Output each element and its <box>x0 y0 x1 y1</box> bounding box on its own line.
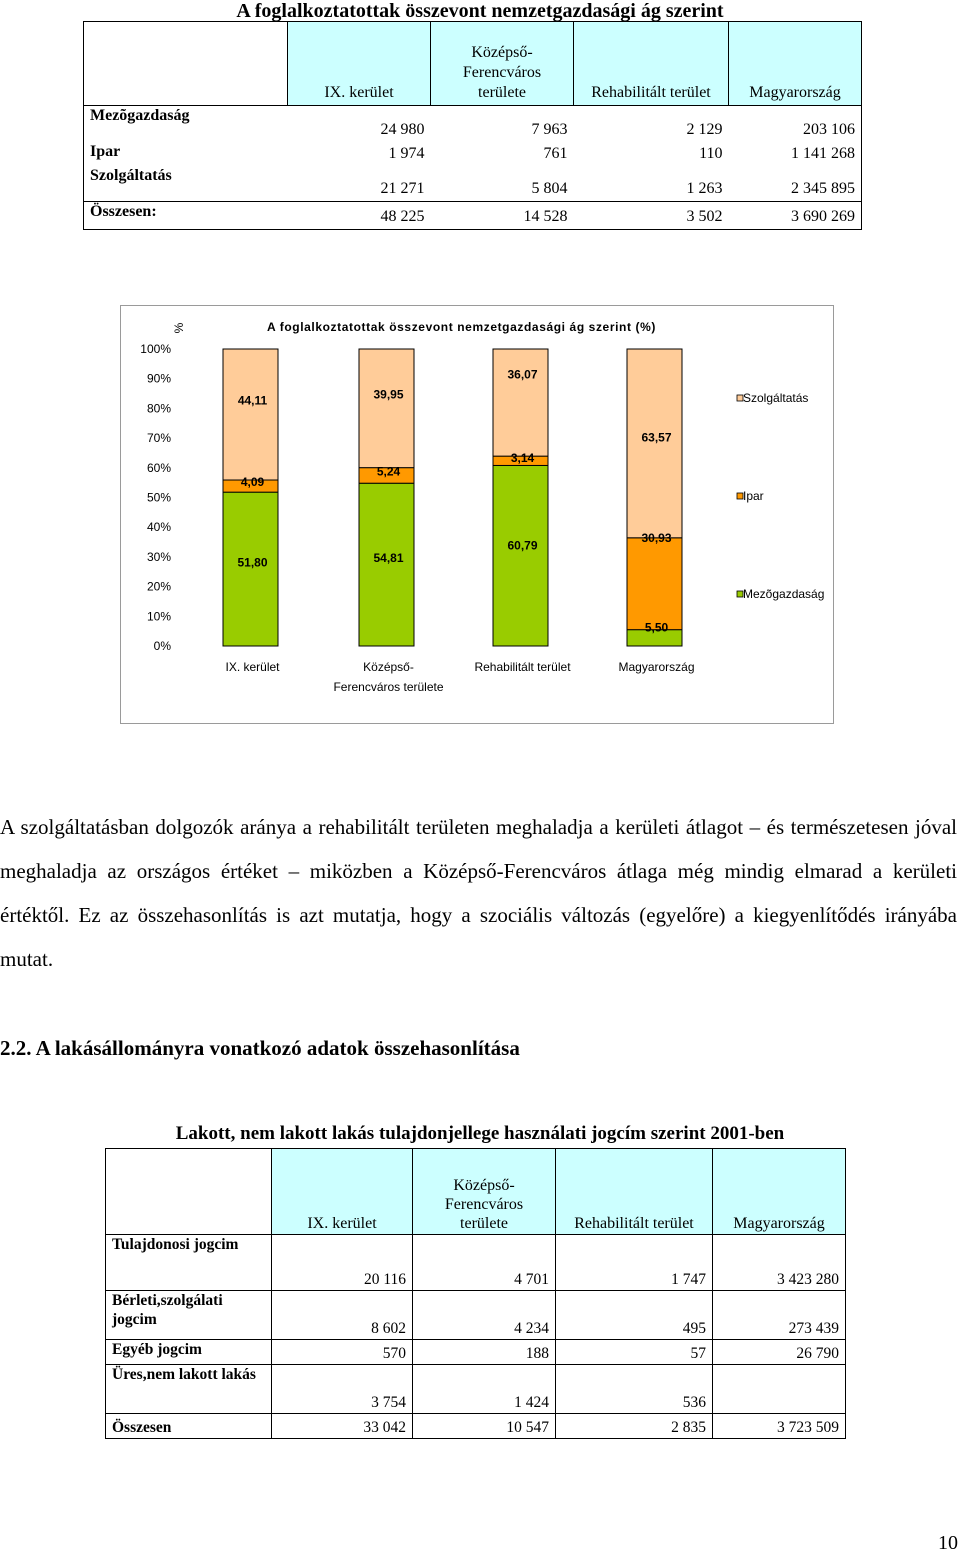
bar-segment <box>627 538 682 630</box>
cell: 26 790 <box>713 1340 846 1365</box>
data-label: 5,24 <box>376 464 401 479</box>
row-label: Szolgáltatás <box>84 166 288 202</box>
table2-header: IX. kerület <box>272 1149 413 1235</box>
table-row <box>106 1365 846 1414</box>
table1-corner <box>84 22 288 106</box>
cell <box>713 1365 846 1414</box>
data-label: 51,80 <box>237 555 268 570</box>
cell: 3 502 <box>574 202 729 230</box>
y-tick-label: 90% <box>146 371 171 386</box>
cell: 1 263 <box>686 180 723 197</box>
cell: 3 723 509 <box>713 1414 846 1439</box>
row-label: Mezõgazdaság <box>84 106 288 142</box>
row-label: Összesen <box>106 1414 272 1439</box>
employment-table <box>83 21 862 230</box>
cell: 2 129 <box>686 120 723 138</box>
legend-label: Mezõgazdaság <box>743 587 825 601</box>
cell: 495 <box>556 1291 713 1340</box>
table1-header: Középső- Ferencváros területe <box>431 22 574 106</box>
cell: 188 <box>413 1340 556 1365</box>
cell: 10 547 <box>413 1414 556 1439</box>
stacked-bar-chart <box>120 305 834 724</box>
x-tick-label: Ferencváros területe <box>333 680 444 694</box>
bar-segment <box>359 349 414 468</box>
table-row-total <box>106 1414 846 1439</box>
row-label: Összesen: <box>84 202 288 230</box>
cell: 536 <box>556 1365 713 1414</box>
y-tick-label: 0% <box>153 639 171 653</box>
table-row <box>106 1235 846 1291</box>
body-paragraph: A szolgáltatásban dolgozók aránya a rehabilitált területen meghaladja a kerületi átlagot – és természetesen jóval meghaladja az országos értéket – miközben a Középső-Ferencváros átlaga még mindig elmarad a kerületi értéktől. Ez az összehasonlítás is azt mutatja, hogy a szociális változás (egyelőre) a kiegyenlítődés irányába mutat. <box>0 815 957 971</box>
cell: 203 106 <box>729 106 862 142</box>
cell: 3 690 269 <box>729 202 862 230</box>
y-axis-label: % <box>172 322 186 334</box>
y-tick-label: 20% <box>146 579 171 594</box>
data-label: 39,95 <box>373 387 404 402</box>
table2-header: Középső- Ferencváros területe <box>413 1149 556 1235</box>
cell: 4 234 <box>413 1291 556 1340</box>
x-tick-label: IX. kerület <box>225 660 280 674</box>
cell: 21 271 <box>380 180 425 197</box>
cell: 33 042 <box>272 1414 413 1439</box>
table2-header: Magyarország <box>713 1149 846 1235</box>
row-label: Tulajdonosi jogcim <box>106 1235 272 1291</box>
legend-label: Ipar <box>743 489 764 503</box>
cell: 8 602 <box>272 1291 413 1340</box>
cell: 24 980 <box>380 120 425 138</box>
cell: 14 528 <box>431 202 574 230</box>
cell: 761 <box>543 144 568 162</box>
row-label: Bérleti,szolgálati jogcim <box>106 1291 272 1340</box>
data-label: 4,09 <box>240 475 265 490</box>
cell: 3 423 280 <box>713 1235 846 1291</box>
bar-segment <box>223 349 278 480</box>
y-tick-label: 60% <box>146 460 171 475</box>
housing-table <box>105 1148 846 1439</box>
table-row <box>84 106 862 142</box>
data-label: 54,81 <box>373 551 404 566</box>
table-row <box>84 166 862 202</box>
cell: 48 225 <box>288 202 431 230</box>
y-tick-label: 10% <box>146 609 171 624</box>
chart-svg <box>121 306 833 723</box>
chart-title: A foglalkoztatottak összevont nemzetgazdasági ág szerint (%) <box>267 320 656 334</box>
cell: 57 <box>556 1340 713 1365</box>
cell: 3 754 <box>272 1365 413 1414</box>
data-label: 44,11 <box>237 393 268 408</box>
table-row <box>106 1291 846 1340</box>
cell: 1 141 268 <box>729 142 862 166</box>
table-row <box>106 1340 846 1365</box>
y-tick-label: 80% <box>146 401 171 416</box>
row-label: Üres,nem lakott lakás <box>106 1365 272 1414</box>
cell: 2 345 895 <box>729 166 862 202</box>
table1-header: Rehabilitált terület <box>574 22 729 106</box>
cell: 7 963 <box>531 120 568 138</box>
row-label: Ipar <box>84 142 288 166</box>
cell: 1 974 <box>388 144 425 162</box>
y-tick-label: 30% <box>146 549 171 564</box>
data-label: 63,57 <box>641 430 672 445</box>
table-row <box>84 142 862 166</box>
data-label: 30,93 <box>641 530 672 545</box>
table2-header: Rehabilitált terület <box>556 1149 713 1235</box>
table2-title: Lakott, nem lakott lakás tulajdonjellege használati jogcím szerint 2001-ben <box>175 1123 785 1144</box>
cell: 2 835 <box>556 1414 713 1439</box>
table-row-total <box>84 202 862 230</box>
section-heading: 2.2. A lakásállományra vonatkozó adatok összehasonlítása <box>0 1036 520 1060</box>
row-label: Egyéb jogcim <box>106 1340 272 1365</box>
table2-corner <box>106 1149 272 1235</box>
x-tick-label: Középső- <box>363 660 414 674</box>
table1-header: Magyarország <box>729 22 862 106</box>
data-label: 60,79 <box>507 538 538 553</box>
data-label: 3,14 <box>510 451 535 466</box>
cell: 1 424 <box>413 1365 556 1414</box>
cell: 20 116 <box>272 1235 413 1291</box>
bar-segment <box>493 349 548 456</box>
data-label: 5,50 <box>644 620 669 635</box>
cell: 5 804 <box>531 180 568 197</box>
cell: 4 701 <box>413 1235 556 1291</box>
x-tick-label: Magyarország <box>618 660 695 674</box>
cell: 1 747 <box>556 1235 713 1291</box>
cell: 273 439 <box>713 1291 846 1340</box>
cell: 570 <box>272 1340 413 1365</box>
y-tick-label: 40% <box>146 520 171 535</box>
x-tick-label: Rehabilitált terület <box>474 660 571 674</box>
table1-header: IX. kerület <box>288 22 431 106</box>
y-tick-label: 50% <box>146 490 171 505</box>
data-label: 36,07 <box>507 367 538 382</box>
y-tick-label: 70% <box>146 431 171 446</box>
page-number: 10 <box>938 1532 958 1554</box>
y-tick-label: 100% <box>140 342 171 356</box>
table1-title: A foglalkoztatottak összevont nemzetgazdasági ág szerint <box>236 0 724 22</box>
bar-segment <box>493 465 548 646</box>
legend-label: Szolgáltatás <box>743 391 809 405</box>
cell: 110 <box>699 144 723 162</box>
